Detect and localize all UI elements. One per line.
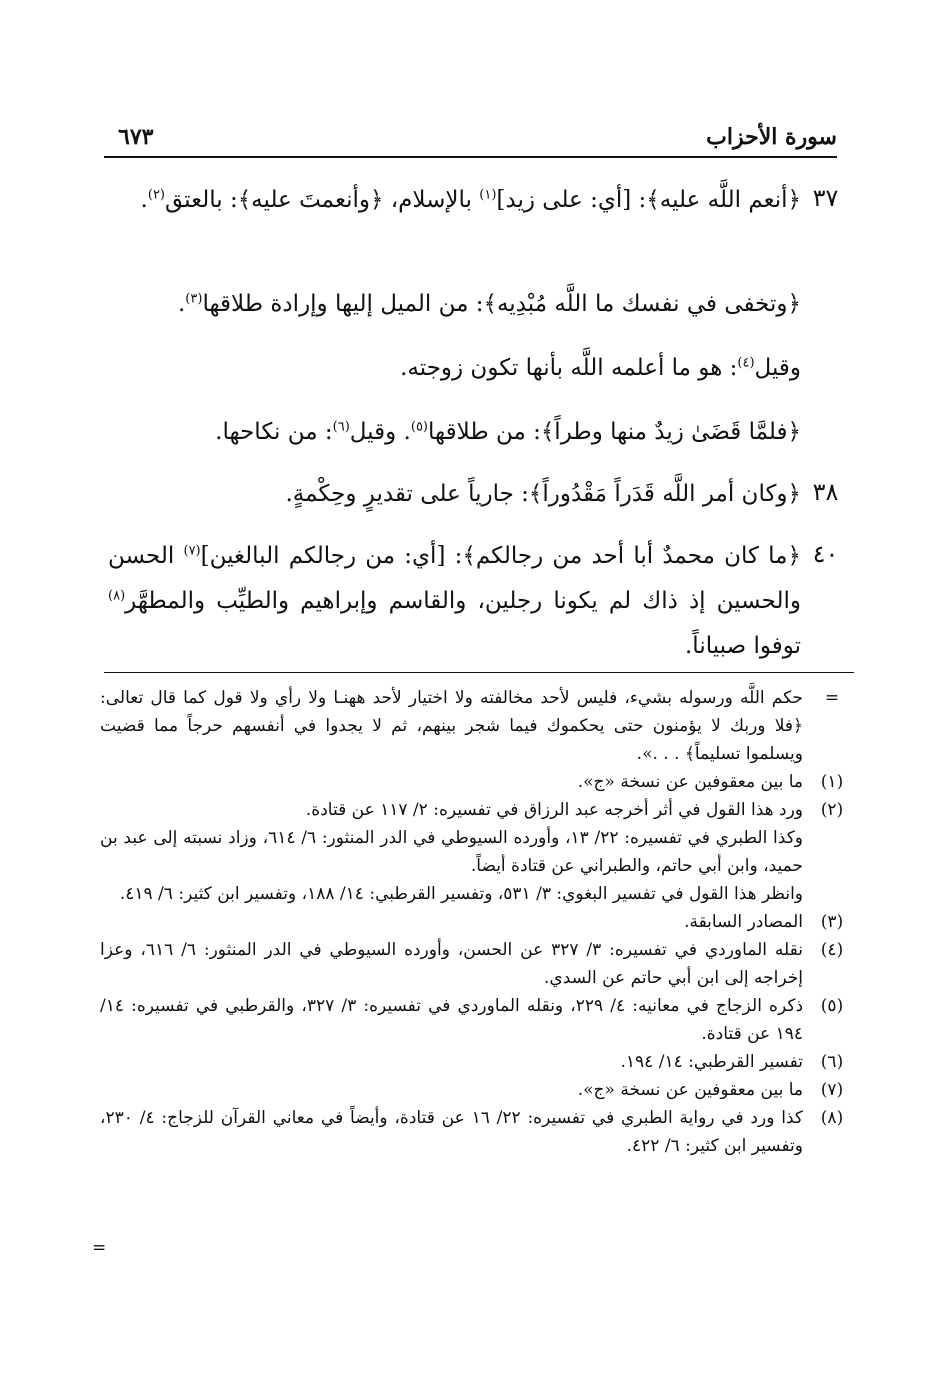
verse-number: ٤٠ [812, 540, 839, 568]
footnote-ref: (١) [479, 187, 497, 203]
footnote-text: نقله الماوردي في تفسيره: ٣/ ٣٢٧ عن الحسن، وأورده السيوطي في الدر المنثور: ٦/ ٦١٦، وعزا إخراجه إلى ابن أبي حاتم عن السدي. [100, 940, 803, 988]
footnote-ref: (٧) [183, 543, 201, 559]
footnotes [100, 684, 853, 1160]
end-continuation-marker: = [92, 1238, 107, 1258]
footnote-4 [100, 936, 853, 992]
footnote-text: ما بين معقوفين عن نسخة «ج». [577, 1080, 803, 1100]
footnote-7 [100, 1076, 853, 1104]
footnote-text: تفسير القرطبي: ١٤/ ١٩٤. [620, 1052, 803, 1072]
surah-title: سورة الأحزاب [706, 124, 837, 150]
footnote-number: (٢) [820, 800, 844, 820]
footnote-text: المصادر السابقة. [684, 912, 803, 932]
footnote-8 [100, 1104, 853, 1160]
footnote-number: (٨) [820, 1108, 844, 1128]
footnote-text: ما بين معقوفين عن نسخة «ج». [577, 772, 803, 792]
footnote-divider [104, 672, 854, 673]
footnote-ref: (٨) [108, 588, 126, 604]
commentary-line: ﴿وتخفى في نفسك ما اللَّه مُبْدِيه﴾: من الميل إليها وإرادة طلاقها$^{(٣)}$. [177, 291, 801, 317]
footnote-6 [100, 1048, 853, 1076]
footnote-text: ورد هذا القول في أثر أخرجه عبد الرزاق في تفسيره: ٢/ ١١٧ عن قتادة. [305, 800, 803, 820]
footnote-continuation: = حكم اللَّه ورسوله بشيء، فليس لأحد مخالفته ولا اختيار لأحد ههنـا ولا رأي ولا قول كما قال تعالى: ﴿فلا وربك لا يؤمنون حتى يحكموك فيما شجر بينهم، ثم لا يجدوا في أنفسهم حرجاً مما قضيت ويسلموا تسليماً﴾ . . .». [100, 684, 853, 768]
footnote-3 [100, 908, 853, 936]
footnote-ref: (٣) [185, 291, 203, 307]
running-header [104, 122, 837, 158]
footnote-1 [100, 768, 853, 796]
commentary-line: وقيل$^{(٤)}$: هو ما أعلمه اللَّه بأنها تكون زوجته. [400, 355, 801, 381]
footnote-text: كذا ورد في رواية الطبري في تفسيره: ٢٢/ ١٦ عن قتادة، وأيضاً في معاني القرآن للزجاج: ٤/ ٢٣٠، وتفسير ابن كثير: ٦/ ٤٢٢. [100, 1108, 803, 1156]
footnote-number: (٧) [820, 1080, 844, 1100]
footnote-ref: (٤) [737, 355, 755, 371]
footnote-2 [100, 796, 853, 824]
footnote-2-continued: وكذا الطبري في تفسيره: ٢٢/ ١٣، وأورده السيوطي في الدر المنثور: ٦/ ٦١٤، وزاد نسبته إلى عبد بن حميد، وابن أبي حاتم، والطبراني عن قتادة أيضاً. [100, 828, 804, 876]
footnote-number: (٤) [820, 940, 844, 960]
footnote-2-continued: وانظر هذا القول في تفسير البغوي: ٣/ ٥٣١، وتفسير القرطبي: ١٤/ ١٨٨، وتفسير ابن كثير: ٦/ ٤١٩. [119, 884, 803, 904]
commentary-line: ﴿فلمَّا قَضَىٰ زيدٌ منها وطراً﴾: من طلاقها$^{(٥)}$. وقيل$^{(٦)}$: من نكاحها. [215, 419, 801, 445]
footnote-ref: (٥) [410, 419, 428, 435]
footnote-number: (٦) [820, 1052, 844, 1072]
page-number: ٦٧٣ [118, 124, 154, 150]
continuation-marker: = [824, 688, 840, 708]
footnote-number: (٣) [820, 912, 844, 932]
verse-number: ٣٧ [812, 184, 839, 212]
verse-number: ٣٨ [812, 478, 839, 506]
footnote-ref: (٢) [147, 187, 165, 203]
footnote-5 [100, 992, 853, 1048]
verse-text: ﴿أنعم اللَّه عليه﴾: [أي: على زيد]$^{(١)}$ بالإسلام، ﴿وأنعمتَ عليه﴾: بالعتق$^{(٢)}$. [140, 187, 801, 213]
footnote-number: (١) [820, 772, 844, 792]
footnote-text: ذكره الزجاج في معانيه: ٤/ ٢٢٩، ونقله الماوردي في تفسيره: ٣/ ٣٢٧، والقرطبي في تفسيره: ١٤/ ١٩٤ عن قتادة. [100, 996, 804, 1044]
footnote-ref: (٦) [332, 419, 350, 435]
verse-text: ﴿ما كان محمدٌ أبا أحد من رجالكم﴾: [أي: من رجالكم البالغين]$^{(٧)}$ الحسن والحسين إذ ذاك لم يكونا رجلين، والقاسم وإبراهيم والطيِّب والمطهَّر$^{(٨)}$ توفوا صبياناً. [108, 543, 801, 659]
footnote-number: (٥) [820, 996, 844, 1016]
verse-text: ﴿وكان أمر اللَّه قَدَراً مَقْدُوراً﴾: جارياً على تقديرٍ وحِكْمةٍ. [285, 481, 801, 507]
